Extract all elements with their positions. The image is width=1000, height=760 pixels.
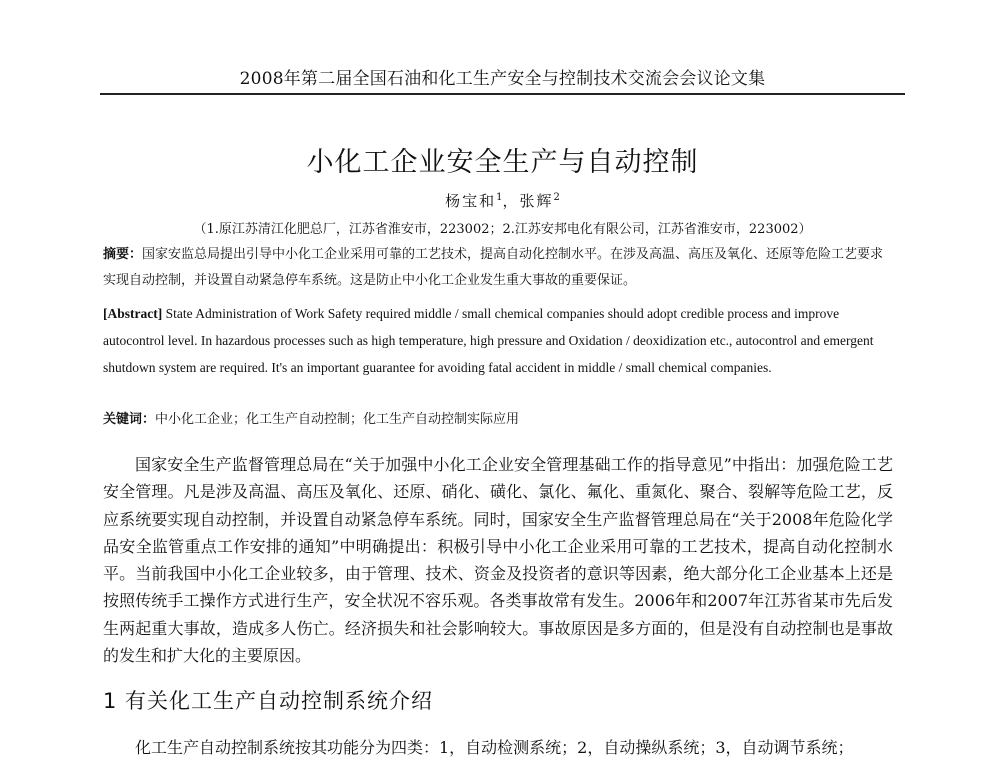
body-paragraph: 国家安全生产监督管理总局在“关于加强中小化工企业安全管理基础工作的指导意见”中指出：加强危险工艺安全管理。凡是涉及高温、高压及氧化、还原、硝化、磺化、氯化、氟化、重氮化、聚合、裂解等危险工艺，反应系统要实现自动控制，并设置自动紧急停车系统。同时，国家安全生产监督管理总局在“关于2008年危险化学品安全监管重点工作安排的通知”中明确提出：积极引导中小化工企业采用可靠的工艺技术，提高自动化控制水平。当前我国中小化工企业较多，由于管理、技术、资金及投资者的意识等因素，绝大部分化工企业基本上还是按照传统手工操作方式进行生产，安全状况不容乐观。各类事故常有发生。2006年和2007年江苏省某市先后发生两起重大事故，造成多人伤亡。经济损失和社会影响较大。事故原因是多方面的，但是没有自动控制也是事故的发生和扩大化的主要原因。	[103, 455, 893, 666]
abstract-english-label: [Abstract]	[103, 306, 163, 321]
keywords-label: 关键词：	[103, 412, 156, 427]
author-name-2: ，张辉	[502, 192, 554, 210]
abstract-english	[103, 300, 893, 381]
running-header: 2008年第二届全国石油和化工生产安全与控制技术交流会会议论文集	[239, 69, 766, 89]
header-rule	[100, 93, 905, 95]
abstract-chinese	[103, 242, 893, 294]
body-paragraph-continued: 化工生产自动控制系统按其功能分为四类：1，自动检测系统；2，自动操纵系统；3，自动调节系统；	[135, 738, 854, 757]
author-line	[100, 190, 905, 211]
author-name-1: 杨宝和	[445, 192, 497, 210]
keywords-text: 中小化工企业；化工生产自动控制；化工生产自动控制实际应用	[155, 412, 520, 427]
abstract-english-text: State Administration of Work Safety required middle / small chemical companies should adopt credible process and improve autocontrol level. In hazardous processes such as high temperature, high pressure and Oxidation / deoxidization etc., autocontrol and emergent shutdown system are required. It's an important guarantee for avoiding fatal accident in middle / small chemical companies.	[103, 306, 874, 375]
abstract-chinese-label: 摘要：	[103, 247, 143, 262]
author-1-affiliation-mark: 1	[496, 192, 503, 203]
section-heading: 1 有关化工生产自动控制系统介绍	[103, 689, 434, 713]
paper-title: 小化工企业安全生产与自动控制	[306, 147, 699, 178]
affiliation-line: （1.原江苏清江化肥总厂，江苏省淮安市，223002；2.江苏安邦电化有限公司，江苏省淮安市，223002）	[193, 222, 812, 237]
keywords	[103, 407, 893, 433]
author-2-affiliation-mark: 2	[553, 192, 560, 203]
abstract-chinese-text: 国家安监总局提出引导中小化工企业采用可靠的工艺技术，提高自动化控制水平。在涉及高温、高压及氧化、还原等危险工艺要求实现自动控制，并设置自动紧急停车系统。这是防止中小化工企业发生重大事故的重要保证。	[103, 247, 884, 288]
